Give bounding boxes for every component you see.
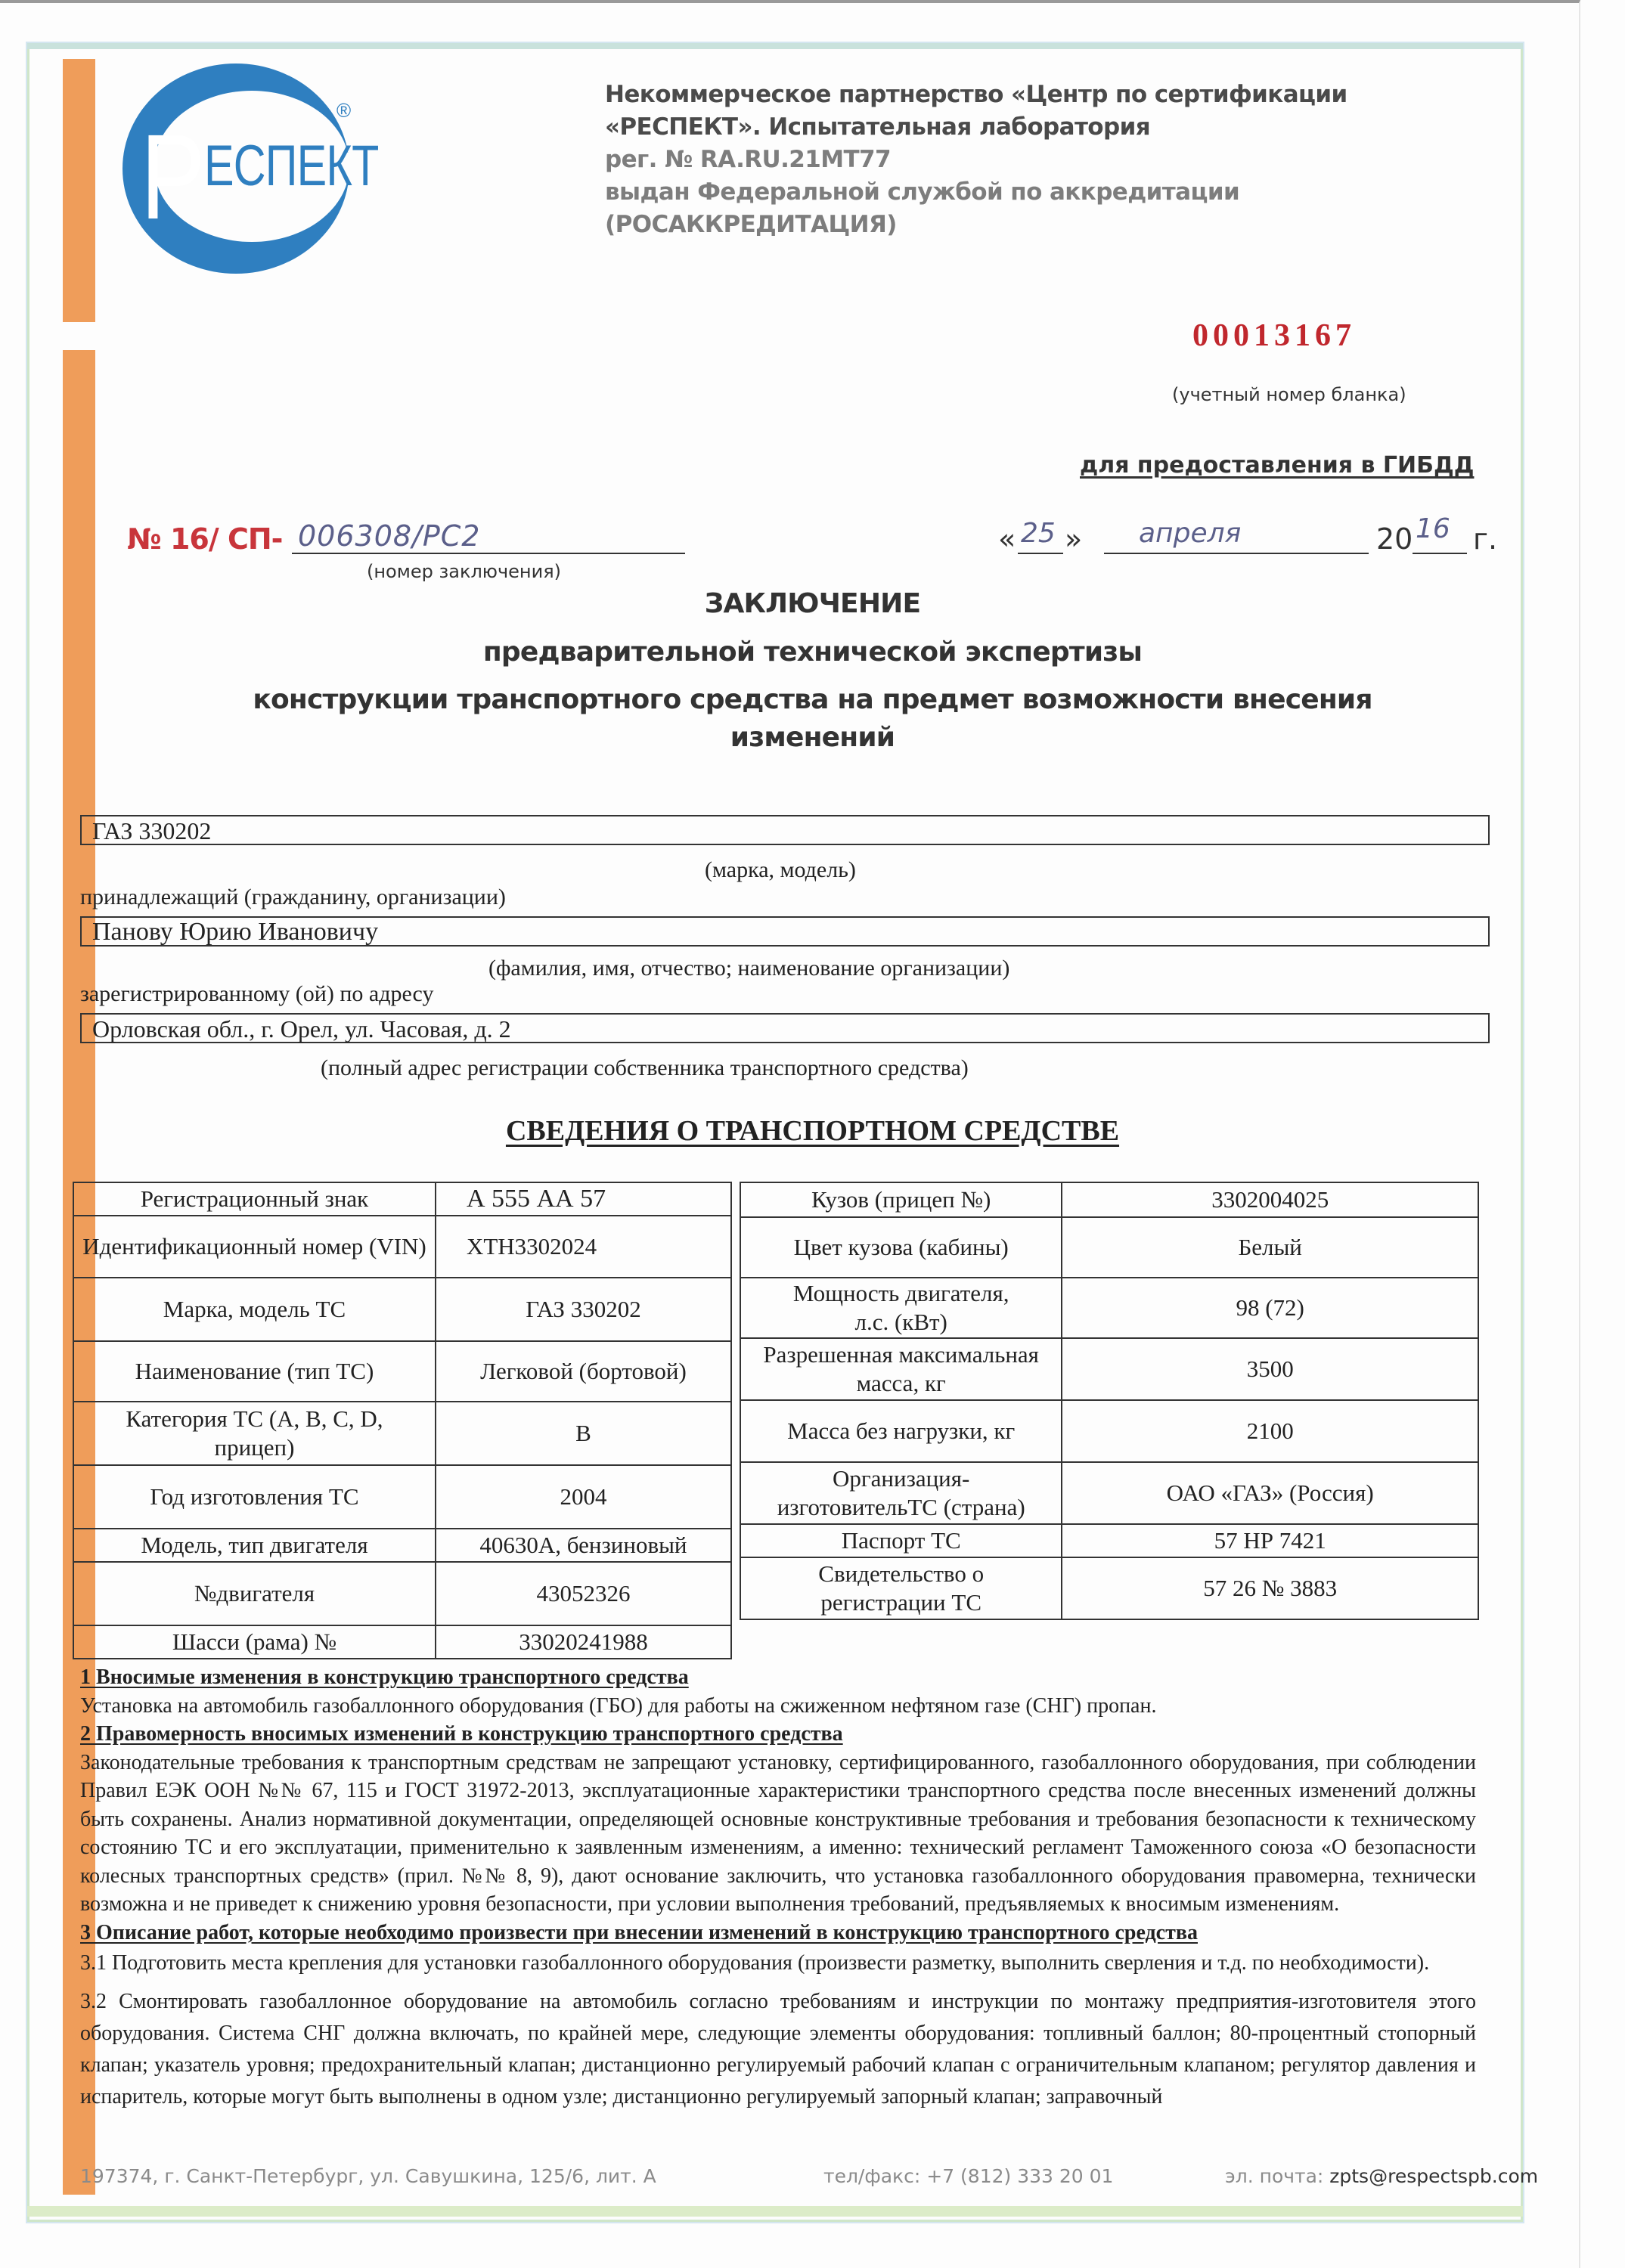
- table-cell-value: 57 НР 7421: [1062, 1524, 1478, 1557]
- blank-serial-caption: (учетный номер бланка): [1172, 384, 1406, 405]
- date-year-unit: г.: [1473, 522, 1498, 556]
- table-cell-value: B: [436, 1402, 731, 1465]
- table-cell-value: 2004: [436, 1465, 731, 1529]
- date-day-value: 25: [1021, 518, 1056, 549]
- conclusion-prefix: № 16/ СП-: [127, 522, 283, 556]
- table-cell-label: Кузов (прицеп №): [740, 1182, 1062, 1217]
- table-cell-value: 3302004025: [1062, 1182, 1478, 1217]
- table-cell-value: ХТН3302024: [436, 1216, 731, 1278]
- table-row: [73, 1562, 731, 1625]
- table-row: [740, 1278, 1478, 1338]
- document-title: ЗАКЛЮЧЕНИЕ: [704, 588, 921, 619]
- table-cell-value: 43052326: [436, 1562, 731, 1625]
- table-row: [73, 1402, 731, 1465]
- table-cell-label: №двигателя: [73, 1562, 436, 1625]
- footer-email-link[interactable]: zpts@respectspb.com: [1329, 2165, 1539, 2187]
- table-cell-label: Наименование (тип ТС): [73, 1341, 436, 1402]
- table-cell-value: Белый: [1062, 1217, 1478, 1278]
- table-cell-label: Идентификационный номер (VIN): [73, 1216, 436, 1278]
- section-1-text: Установка на автомобиль газобаллонного оборудования (ГБО) для работы на сжиженном нефтяном газе (СНГ) пропан.: [80, 1693, 1157, 1718]
- date-open-quote: «: [998, 522, 1016, 556]
- table-row: [740, 1462, 1478, 1524]
- table-cell-label: Регистрационный знак: [73, 1182, 436, 1216]
- date-year-value: 16: [1416, 513, 1450, 544]
- table-row: [740, 1524, 1478, 1557]
- address-caption: (полный адрес регистрации собственника транспортного средства): [321, 1055, 969, 1080]
- page-border-top: [27, 43, 1523, 49]
- section-3-1-text: 3.1 Подготовить места крепления для установки газобаллонного оборудования (произвести разметку, выполнить сверления и т.д. по необходимости).: [80, 1951, 1430, 1975]
- table-cell-label: Цвет кузова (кабины): [740, 1217, 1062, 1278]
- org-line-5: (РОСАККРЕДИТАЦИЯ): [605, 211, 897, 238]
- org-line-1: Некоммерческое партнерство «Центр по сертификации: [605, 81, 1347, 108]
- footer-email: [1225, 2165, 1538, 2187]
- table-row: [740, 1182, 1478, 1217]
- owner-label: принадлежащий (гражданину, организации): [80, 885, 506, 909]
- date-month-value: апреля: [1139, 518, 1242, 549]
- section-2-title: 2 Правомерность вносимых изменений в конструкцию транспортного средства: [80, 1722, 843, 1746]
- table-cell-label: Свидетельство о регистрации ТС: [740, 1557, 1062, 1619]
- table-row: [73, 1529, 731, 1562]
- table-cell-value: 3500: [1062, 1338, 1478, 1400]
- conclusion-number-field[interactable]: [292, 518, 685, 554]
- date-month-field[interactable]: [1104, 518, 1369, 554]
- logo-text: ЕСПЕКТ: [204, 134, 379, 198]
- table-row: [73, 1625, 731, 1659]
- org-line-2: «РЕСПЕКТ». Испытательная лаборатория: [605, 113, 1151, 141]
- organization-header: [605, 79, 1347, 241]
- make-model-caption: (марка, модель): [705, 857, 856, 882]
- conclusion-body: [80, 1663, 1476, 2113]
- date-day-field[interactable]: [1018, 518, 1063, 554]
- table-cell-value: 98 (72): [1062, 1278, 1478, 1338]
- table-cell-value: 33020241988: [436, 1625, 731, 1659]
- section-3-2-text: 3.2 Смонтировать газобаллонное оборудование на автомобиль согласно требованиям и инструкции по монтажу предприятия-изготовителя этого оборудования. Система СНГ должна включать, по крайней мере, следующие элементы оборудования: топливный баллон; 80-процентный стопорный клапан; указатель уровня; предохранительный клапан; дистанционно регулируемый рабочий клапан с ограничительным клапаном; регулятор давления и испаритель, которые могут быть выполнены в одном узле; дистанционно регулируемый запорный клапан; заправочный: [80, 1990, 1476, 2108]
- footer-address: 197374, г. Санкт-Петербург, ул. Савушкина, 125/6, лит. А: [80, 2165, 656, 2187]
- table-cell-label: Организация-изготовительТС (страна): [740, 1462, 1062, 1524]
- make-model-field[interactable]: ГАЗ 330202: [80, 815, 1490, 845]
- section-2-text: Законодательные требования к транспортным средствам не запрещают установку, сертифицированного, газобаллонного оборудования, при соблюдении Правил ЕЭК ООН №№ 67, 115 и ГОСТ 31972-2013, эксплуатационные характеристики транспортного средства после внесенных изменений должны быть сохранены. Анализ нормативной документации, определяющей основные конструктивные требования и требования безопасности к техническому состоянию ТС и его эксплуатации, применительно к заявленным изменениям, а именно: технический регламент Таможенного союза «О безопасности колесных транспортных средств» (прил. №№ 8, 9), дают основание заключить, что установка газобаллонного оборудования правомерна, технически возможна и не приведет к снижению уровня безопасности, при условии выполнения требований, предъявляемых к вносимым изменениям.: [80, 1750, 1476, 1916]
- table-row: [73, 1278, 731, 1341]
- table-row: [73, 1182, 731, 1216]
- table-cell-label: Паспорт ТС: [740, 1524, 1062, 1557]
- conclusion-number-value: 006308/РС2: [298, 519, 481, 553]
- table-row: [73, 1216, 731, 1278]
- date-year-prefix: 20: [1376, 522, 1413, 556]
- orange-side-bar-top: [63, 59, 95, 322]
- table-cell-value: 40630A, бензиновый: [436, 1529, 731, 1562]
- table-cell-label: Категория ТС (A, B, C, D, прицеп): [73, 1402, 436, 1465]
- table-row: [73, 1465, 731, 1529]
- date-close-quote: »: [1065, 522, 1083, 556]
- table-cell-label: Масса без нагрузки, кг: [740, 1400, 1062, 1462]
- footer-phone: тел/факс: +7 (812) 333 20 01: [823, 2165, 1114, 2187]
- logo-letter: Р: [141, 109, 203, 244]
- table-cell-label: Модель, тип двигателя: [73, 1529, 436, 1562]
- address-label: зарегистрированному (ой) по адресу: [80, 981, 434, 1006]
- table-row: [740, 1338, 1478, 1400]
- table-row: [740, 1557, 1478, 1619]
- blank-serial-number: 00013167: [1192, 318, 1356, 353]
- document-subtitle-3: изменений: [730, 722, 895, 753]
- table-cell-label: Шасси (рама) №: [73, 1625, 436, 1659]
- org-line-3: рег. № RA.RU.21MT77: [605, 146, 891, 173]
- table-row: [740, 1217, 1478, 1278]
- purpose-label: для предоставления в ГИБДД: [1080, 452, 1475, 479]
- vehicle-section-title: СВЕДЕНИЯ О ТРАНСПОРТНОМ СРЕДСТВЕ: [505, 1115, 1120, 1147]
- date-year-field[interactable]: [1413, 513, 1467, 554]
- table-cell-value: 2100: [1062, 1400, 1478, 1462]
- table-cell-label: Мощность двигателя, л.с. (кВт): [740, 1278, 1062, 1338]
- table-row: [740, 1400, 1478, 1462]
- owner-name-field[interactable]: Панову Юрию Ивановичу: [80, 916, 1490, 947]
- document-subtitle-1: предварительной технической экспертизы: [482, 637, 1143, 668]
- table-cell-label: Марка, модель ТС: [73, 1278, 436, 1341]
- table-cell-value: 57 26 № 3883: [1062, 1557, 1478, 1619]
- table-cell-value: ОАО «ГАЗ» (Россия): [1062, 1462, 1478, 1524]
- owner-name-caption: (фамилия, имя, отчество; наименование организации): [488, 956, 1010, 981]
- section-3-title: 3 Описание работ, которые необходимо произвести при внесении изменений в конструкцию транспортного средства: [80, 1920, 1198, 1944]
- table-cell-label: Год изготовления ТС: [73, 1465, 436, 1529]
- respect-logo-icon: [122, 64, 380, 274]
- table-row: [73, 1341, 731, 1402]
- org-line-4: выдан Федеральной службой по аккредитации: [605, 178, 1240, 206]
- document-subtitle-2: конструкции транспортного средства на предмет возможности внесения: [253, 684, 1372, 715]
- table-cell-value: Легковой (бортовой): [436, 1341, 731, 1402]
- conclusion-number-caption: (номер заключения): [367, 561, 562, 582]
- table-cell-value: ГАЗ 330202: [436, 1278, 731, 1341]
- page-border-bottom: [27, 2206, 1523, 2217]
- table-cell-label: Разрешенная максимальная масса, кг: [740, 1338, 1062, 1400]
- table-cell-value: А 555 АА 57: [436, 1182, 731, 1216]
- vehicle-table-right: [740, 1182, 1479, 1620]
- footer-email-label: эл. почта:: [1225, 2165, 1324, 2187]
- address-field[interactable]: Орловская обл., г. Орел, ул. Часовая, д. 2: [80, 1013, 1490, 1043]
- section-1-title: 1 Вносимые изменения в конструкцию транспортного средства: [80, 1665, 689, 1689]
- vehicle-table-left: [73, 1182, 732, 1659]
- registered-mark-icon: ®: [336, 99, 352, 122]
